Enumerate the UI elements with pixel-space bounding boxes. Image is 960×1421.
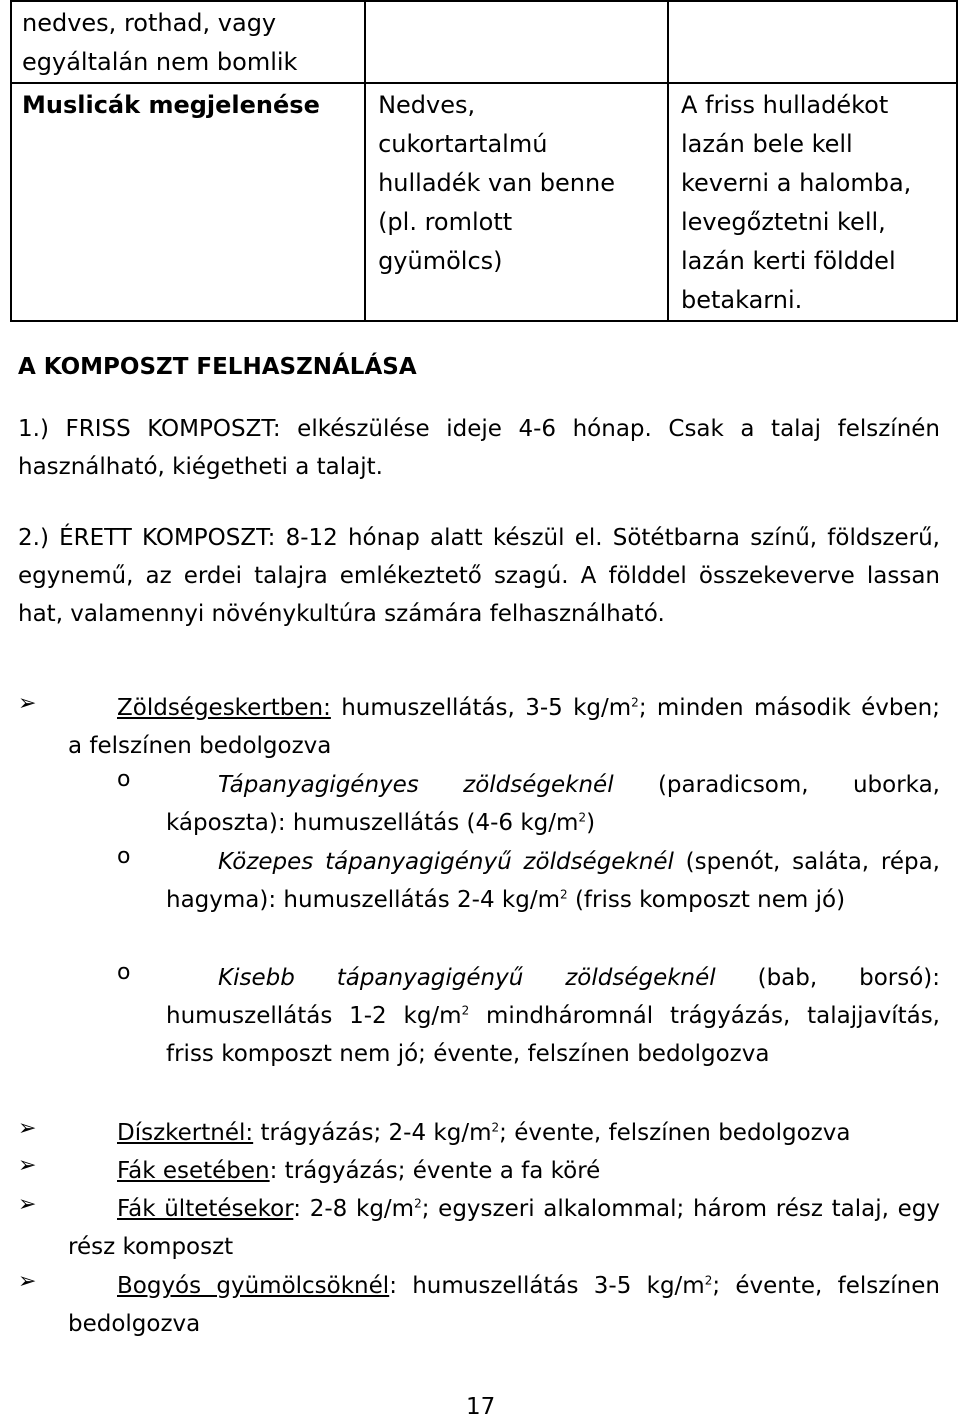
list-item-label: Fák esetében [117, 1158, 270, 1184]
table-cell [669, 2, 956, 4]
sub-bullet-icon: o [117, 844, 131, 869]
list-item-label: Díszkertnél: [117, 1120, 254, 1146]
sub-item-label: Kisebb tápanyagigényű zöldségeknél [218, 965, 716, 991]
sub-item-low-demand: Kisebb tápanyagigényű zöldségeknél (bab, borsó): humuszellátás 1-2 $kg/m^2$ mindháromnál trágyázás, talajjavítás, friss komposzt nem jó; évente, felszínen bedolgozva [166, 965, 940, 1067]
paragraph-fresh-compost: 1.) FRISS KOMPOSZT: elkészülése ideje 4-6 hónap. Csak a talaj felszínén használható, kiégetheti a talajt. [18, 416, 940, 480]
list-item-label: Fák ültetésekor [117, 1196, 294, 1222]
list-item-tree-planting: Fák ültetésekor: 2-8 $kg/m^2$; egyszeri alkalommal; három rész talaj, egy rész komposzt [68, 1196, 940, 1260]
table-cell-solution: A friss hulladékot lazán bele kell keverni a halomba, levegőztetni kell, lazán kerti földdel betakarni. [681, 91, 912, 314]
arrow-bullet-icon: ➢ [18, 1192, 37, 1217]
table-cell-cause: Nedves, cukortartalmú hulladék van benne (pl. romlott gyümölcs) [378, 91, 615, 275]
table-row [11, 83, 957, 321]
sub-item-medium-demand: Közepes tápanyagigényű zöldségeknél (spenót, saláta, répa, hagyma): humuszellátás 2-4 $kg/m^2$ (friss komposzt nem jó) [166, 849, 940, 913]
arrow-bullet-icon: ➢ [18, 1116, 37, 1141]
paragraph-mature-compost: 2.) ÉRETT KOMPOSZT: 8-12 hónap alatt készül el. Sötétbarna színű, földszerű, egynemű, az erdei talajra emlékeztető szagú. A földdel összekeverve lassan hat, valamennyi növénykultúra számára felhasználható. [18, 525, 940, 627]
sub-item-high-demand: Tápanyagigényes zöldségeknél (paradicsom, uborka, káposzta): humuszellátás (4-6 $kg/m^2$) [166, 772, 940, 836]
sub-item-label: Tápanyagigényes zöldségeknél [218, 772, 614, 798]
table-cell: nedves, rothad, vagy egyáltalán nem bomlik [22, 9, 298, 76]
table-cell [366, 2, 667, 4]
arrow-bullet-icon: ➢ [18, 691, 37, 716]
sub-item-label: Közepes tápanyagigényű zöldségeknél [218, 849, 674, 875]
table-row [11, 1, 957, 83]
page-number: 17 [466, 1394, 496, 1420]
list-item-label: Bogyós gyümölcsöknél [117, 1273, 390, 1299]
list-item-label: Zöldségeskertben: [117, 695, 331, 721]
arrow-bullet-icon: ➢ [18, 1269, 37, 1294]
sub-bullet-icon: o [117, 767, 131, 792]
table-cell-problem: Muslicák megjelenése [22, 91, 320, 119]
list-item-berries: Bogyós gyümölcsöknél: humuszellátás 3-5 $kg/m^2$; évente, felszínen bedolgozva [68, 1273, 940, 1337]
list-item-trees: Fák esetében: trágyázás; évente a fa köré [117, 1158, 601, 1184]
list-item-ornamental-garden: Díszkertnél: trágyázás; 2-4 $kg/m^2$; évente, felszínen bedolgozva [117, 1120, 851, 1146]
sub-bullet-icon: o [117, 960, 131, 985]
list-item-vegetable-garden: Zöldségeskertben: humuszellátás, 3-5 $kg/m^2$; minden második évben; a felszínen bedolgozva [68, 695, 940, 759]
section-title: A KOMPOSZT FELHASZNÁLÁSA [18, 354, 417, 380]
problem-table [10, 0, 958, 322]
arrow-bullet-icon: ➢ [18, 1153, 37, 1178]
